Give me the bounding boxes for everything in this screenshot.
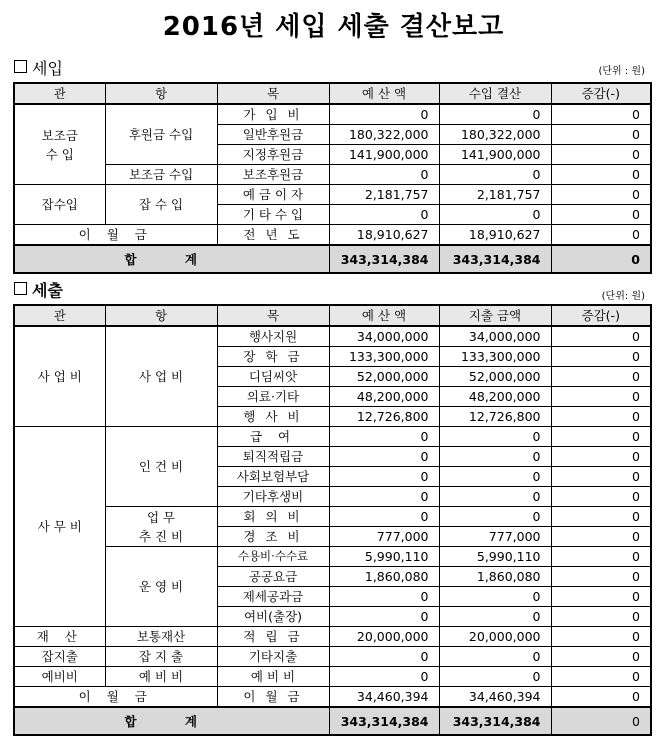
table-row (14, 165, 651, 185)
budget-cell: 18,910,627 (329, 225, 439, 246)
budget-cell: 0 (329, 647, 439, 667)
table-row (14, 104, 651, 125)
budget-cell: 2,181,757 (329, 185, 439, 205)
mok-cell: 의료·기타 (217, 387, 329, 407)
actual-cell: 20,000,000 (439, 627, 551, 647)
diff-cell: 0 (551, 507, 651, 527)
diff-cell: 0 (551, 407, 651, 427)
budget-cell: 0 (329, 607, 439, 627)
mok-cell: 수용비·수수료 (217, 547, 329, 567)
actual-cell: 133,300,000 (439, 347, 551, 367)
budget-cell: 1,860,080 (329, 567, 439, 587)
col-header-diff: 증감(-) (551, 83, 651, 104)
diff-cell: 0 (551, 225, 651, 246)
hang-cell: 업 무 추 진 비 (105, 507, 217, 547)
diff-cell: 0 (551, 447, 651, 467)
hang-cell: 잡 수 입 (105, 185, 217, 225)
diff-cell: 0 (551, 627, 651, 647)
table-row (14, 185, 651, 205)
mok-cell: 장 학 금 (217, 347, 329, 367)
hang-cell: 후원금 수입 (105, 104, 217, 165)
col-header-gwan: 관 (14, 83, 105, 104)
budget-cell: 0 (329, 667, 439, 687)
budget-cell: 0 (329, 487, 439, 507)
col-header-hang: 항 (105, 83, 217, 104)
budget-cell: 0 (329, 205, 439, 225)
income-header-row (14, 83, 651, 104)
mok-cell: 전 년 도 (217, 225, 329, 246)
mok-cell: 디딤씨앗 (217, 367, 329, 387)
hang-cell: 예 비 비 (105, 667, 217, 687)
budget-cell: 5,990,110 (329, 547, 439, 567)
actual-cell: 34,460,394 (439, 687, 551, 708)
mok-cell: 여비(출장) (217, 607, 329, 627)
expense-unit-label: (단위: 원) (601, 291, 645, 302)
diff-cell: 0 (551, 587, 651, 607)
diff-cell: 0 (551, 125, 651, 145)
diff-cell: 0 (551, 687, 651, 708)
budget-cell: 20,000,000 (329, 627, 439, 647)
diff-cell: 0 (551, 185, 651, 205)
mok-cell: 보조후원금 (217, 165, 329, 185)
budget-cell: 48,200,000 (329, 387, 439, 407)
mok-cell: 예 금 이 자 (217, 185, 329, 205)
actual-cell: 18,910,627 (439, 225, 551, 246)
mok-cell: 행사지원 (217, 326, 329, 347)
gwan-cell: 사 업 비 (14, 326, 105, 427)
mok-cell: 행 사 비 (217, 407, 329, 427)
mok-cell: 경 조 비 (217, 527, 329, 547)
expense-header-row (14, 305, 651, 326)
income-section-heading: 세입 (14, 56, 63, 79)
actual-cell: 12,726,800 (439, 407, 551, 427)
gwan-cell: 잡수입 (14, 185, 105, 225)
table-row (14, 667, 651, 687)
budget-cell: 34,460,394 (329, 687, 439, 708)
table-row (14, 326, 651, 347)
actual-cell: 48,200,000 (439, 387, 551, 407)
gwan-cell: 예비비 (14, 667, 105, 687)
budget-cell: 777,000 (329, 527, 439, 547)
actual-cell: 0 (439, 447, 551, 467)
actual-cell: 1,860,080 (439, 567, 551, 587)
mok-cell: 공공요금 (217, 567, 329, 587)
budget-cell: 0 (329, 427, 439, 447)
budget-cell: 0 (329, 447, 439, 467)
actual-cell: 5,990,110 (439, 547, 551, 567)
gwan-cell: 잡지출 (14, 647, 105, 667)
budget-cell: 0 (329, 467, 439, 487)
diff-cell: 0 (551, 567, 651, 587)
actual-cell: 0 (439, 647, 551, 667)
col-header-hang: 항 (105, 305, 217, 326)
diff-cell: 0 (551, 104, 651, 125)
actual-cell: 0 (439, 667, 551, 687)
hang-cell: 사 업 비 (105, 326, 217, 427)
diff-cell: 0 (551, 387, 651, 407)
mok-cell: 적 립 금 (217, 627, 329, 647)
income-table (13, 82, 652, 274)
diff-cell: 0 (551, 647, 651, 667)
income-total-row (14, 245, 651, 273)
gwan-cell: 재 산 (14, 627, 105, 647)
expense-table (13, 304, 652, 736)
gwan-cell: 이 월 금 (14, 687, 217, 708)
mok-cell: 예 비 비 (217, 667, 329, 687)
actual-cell: 0 (439, 165, 551, 185)
diff-cell: 0 (551, 347, 651, 367)
mok-cell: 이 월 금 (217, 687, 329, 708)
mok-cell: 가 입 비 (217, 104, 329, 125)
col-header-budget: 예 산 액 (329, 305, 439, 326)
table-row (14, 627, 651, 647)
total-budget: 343,314,384 (329, 707, 439, 735)
total-actual: 343,314,384 (439, 245, 551, 273)
actual-cell: 0 (439, 587, 551, 607)
mok-cell: 제세공과금 (217, 587, 329, 607)
income-unit-label: (단위 : 원) (598, 66, 645, 77)
col-header-budget: 예 산 액 (329, 83, 439, 104)
actual-cell: 141,900,000 (439, 145, 551, 165)
diff-cell: 0 (551, 145, 651, 165)
checkbox-square-icon (14, 282, 27, 295)
total-diff: 0 (551, 707, 651, 735)
col-header-actual: 수입 결산 (439, 83, 551, 104)
mok-cell: 기타후생비 (217, 487, 329, 507)
actual-cell: 52,000,000 (439, 367, 551, 387)
gwan-cell: 이 월 금 (14, 225, 217, 246)
diff-cell: 0 (551, 547, 651, 567)
budget-cell: 180,322,000 (329, 125, 439, 145)
actual-cell: 0 (439, 487, 551, 507)
table-row (14, 547, 651, 567)
total-label: 합 계 (14, 245, 329, 273)
total-actual: 343,314,384 (439, 707, 551, 735)
mok-cell: 회 의 비 (217, 507, 329, 527)
hang-cell: 잡 지 출 (105, 647, 217, 667)
diff-cell: 0 (551, 165, 651, 185)
budget-cell: 141,900,000 (329, 145, 439, 165)
actual-cell: 0 (439, 427, 551, 447)
budget-cell: 12,726,800 (329, 407, 439, 427)
mok-cell: 지정후원금 (217, 145, 329, 165)
diff-cell: 0 (551, 205, 651, 225)
diff-cell: 0 (551, 467, 651, 487)
checkbox-square-icon (14, 60, 27, 73)
expense-section-heading: 세출 (14, 278, 63, 301)
actual-cell: 0 (439, 467, 551, 487)
budget-cell: 133,300,000 (329, 347, 439, 367)
col-header-actual: 지출 금액 (439, 305, 551, 326)
mok-cell: 일반후원금 (217, 125, 329, 145)
col-header-mok: 목 (217, 305, 329, 326)
diff-cell: 0 (551, 367, 651, 387)
diff-cell: 0 (551, 427, 651, 447)
hang-cell: 인 건 비 (105, 427, 217, 507)
mok-cell: 급 여 (217, 427, 329, 447)
hang-cell: 보통재산 (105, 627, 217, 647)
expense-total-row (14, 707, 651, 735)
table-row (14, 225, 651, 246)
actual-cell: 2,181,757 (439, 185, 551, 205)
actual-cell: 0 (439, 104, 551, 125)
actual-cell: 0 (439, 607, 551, 627)
col-header-diff: 증감(-) (551, 305, 651, 326)
actual-cell: 34,000,000 (439, 326, 551, 347)
gwan-cell: 사 무 비 (14, 427, 105, 627)
total-label: 합 계 (14, 707, 329, 735)
col-header-mok: 목 (217, 83, 329, 104)
diff-cell: 0 (551, 527, 651, 547)
table-row (14, 647, 651, 667)
actual-cell: 180,322,000 (439, 125, 551, 145)
mok-cell: 퇴직적립금 (217, 447, 329, 467)
table-row (14, 507, 651, 527)
budget-cell: 0 (329, 587, 439, 607)
actual-cell: 0 (439, 205, 551, 225)
diff-cell: 0 (551, 326, 651, 347)
mok-cell: 기타지출 (217, 647, 329, 667)
mok-cell: 사회보험부담 (217, 467, 329, 487)
report-title: 2016년 세입 세출 결산보고 (162, 12, 505, 42)
actual-cell: 777,000 (439, 527, 551, 547)
hang-cell: 운 영 비 (105, 547, 217, 627)
hang-cell: 보조금 수입 (105, 165, 217, 185)
budget-cell: 0 (329, 165, 439, 185)
total-budget: 343,314,384 (329, 245, 439, 273)
mok-cell: 기 타 수 입 (217, 205, 329, 225)
budget-cell: 0 (329, 104, 439, 125)
diff-cell: 0 (551, 607, 651, 627)
actual-cell: 0 (439, 507, 551, 527)
total-diff: 0 (551, 245, 651, 273)
diff-cell: 0 (551, 667, 651, 687)
table-row (14, 687, 651, 708)
col-header-gwan: 관 (14, 305, 105, 326)
budget-cell: 52,000,000 (329, 367, 439, 387)
table-row (14, 427, 651, 447)
budget-cell: 0 (329, 507, 439, 527)
budget-cell: 34,000,000 (329, 326, 439, 347)
diff-cell: 0 (551, 487, 651, 507)
gwan-cell: 보조금 수 입 (14, 104, 105, 185)
